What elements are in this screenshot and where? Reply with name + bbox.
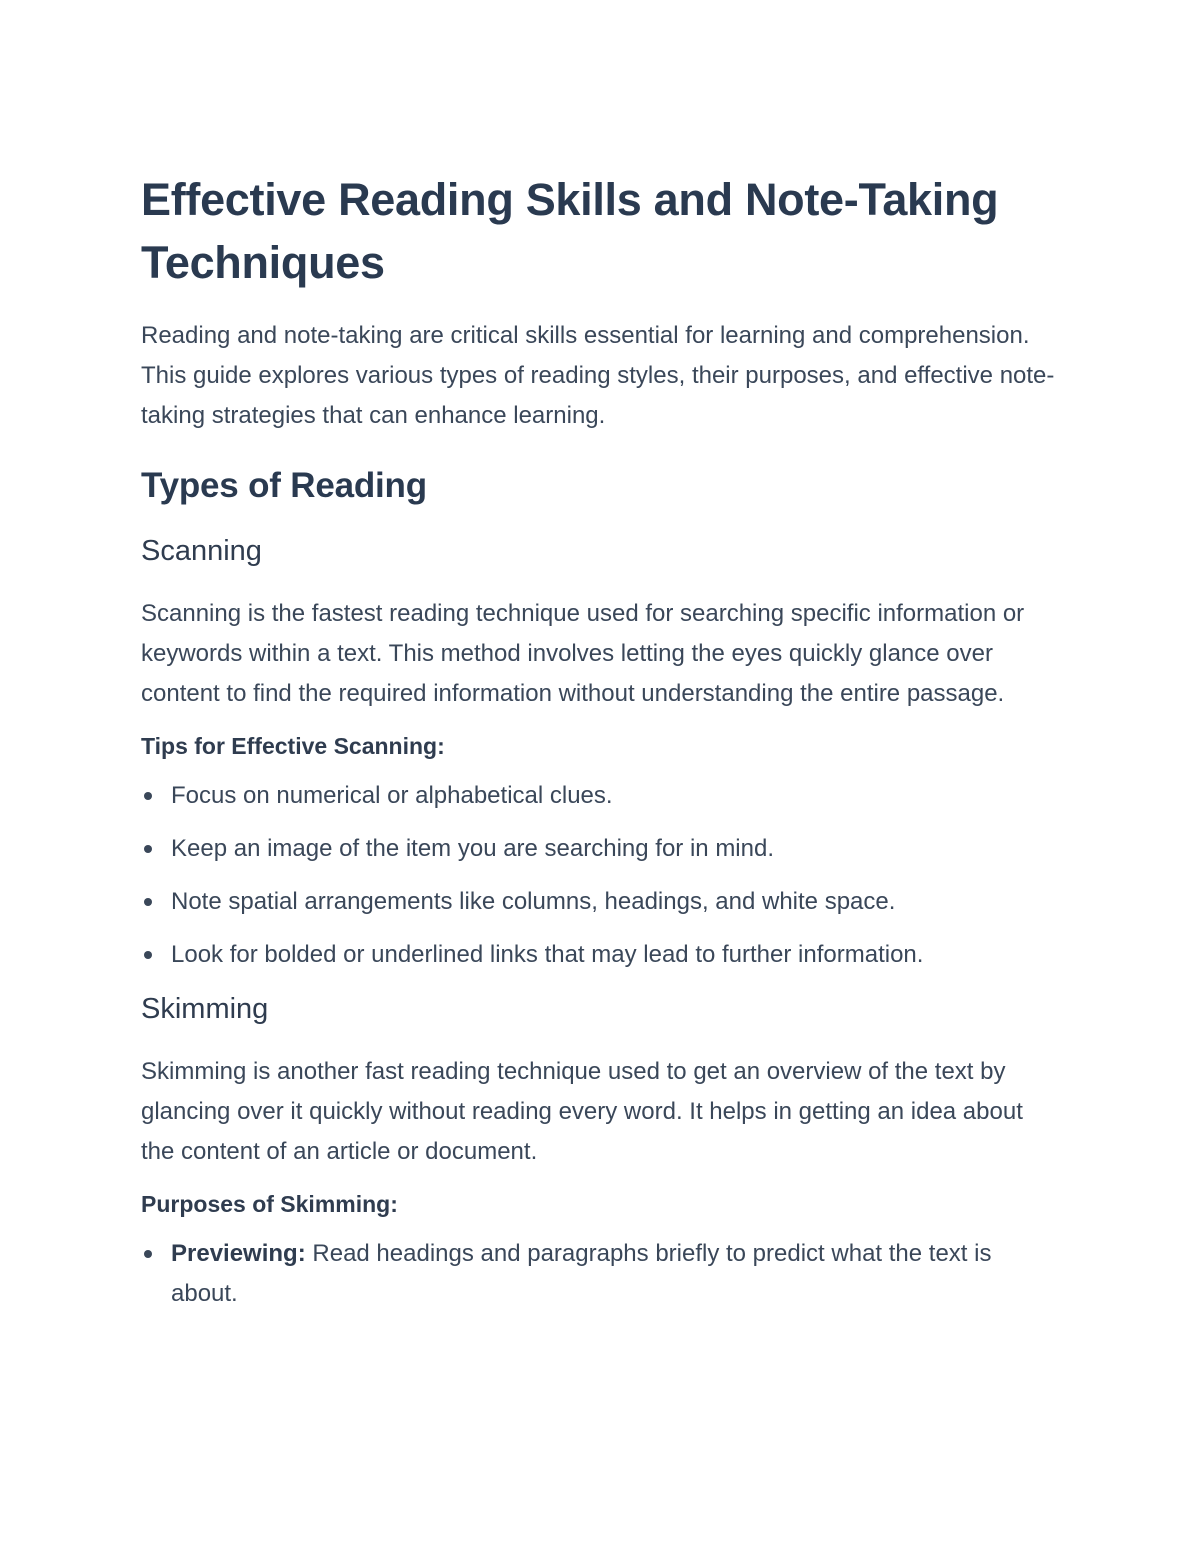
list-item-text: Note spatial arrangements like columns, headings, and white space. bbox=[171, 888, 896, 915]
bullet-icon bbox=[144, 951, 152, 959]
document-page bbox=[141, 168, 1061, 1327]
list-item-label: Previewing: bbox=[171, 1240, 306, 1267]
scanning-paragraph: Scanning is the fastest reading technique used for searching specific information or keywords within a text. This method involves letting the eyes quickly glance over content to find the required information without understanding the entire passage. bbox=[141, 600, 1025, 707]
document-title: Effective Reading Skills and Note-Taking Techniques bbox=[141, 174, 999, 288]
bullet-icon bbox=[144, 898, 152, 906]
list-item-text: Read headings and paragraphs briefly to predict what the text is about. bbox=[171, 1240, 992, 1307]
skimming-purposes-heading: Purposes of Skimming: bbox=[141, 1191, 398, 1217]
list-item bbox=[141, 1234, 1061, 1314]
scanning-tips-heading: Tips for Effective Scanning: bbox=[141, 733, 445, 759]
intro-paragraph: Reading and note-taking are critical skills essential for learning and comprehension. This guide explores various types of reading styles, their purposes, and effective note-taking strategies that can enhance learning. bbox=[141, 322, 1055, 429]
list-item-text: Keep an image of the item you are searching for in mind. bbox=[171, 835, 774, 862]
subsection-heading-skimming: Skimming bbox=[141, 993, 269, 1025]
bullet-icon bbox=[144, 845, 152, 853]
skimming-purposes-list bbox=[141, 1234, 1061, 1314]
list-item-text: Focus on numerical or alphabetical clues. bbox=[171, 782, 613, 809]
bullet-icon bbox=[144, 792, 152, 800]
subsection-heading-scanning: Scanning bbox=[141, 535, 262, 567]
scanning-tips-list bbox=[141, 776, 1061, 975]
bullet-icon bbox=[144, 1250, 152, 1258]
list-item bbox=[141, 776, 1061, 816]
skimming-paragraph: Skimming is another fast reading technique used to get an overview of the text by glancing over it quickly without reading every word. It helps in getting an idea about the content of an article or document. bbox=[141, 1058, 1023, 1165]
section-heading-types-of-reading: Types of Reading bbox=[141, 466, 427, 505]
list-item bbox=[141, 935, 1061, 975]
list-item bbox=[141, 829, 1061, 869]
list-item-text: Look for bolded or underlined links that may lead to further information. bbox=[171, 941, 924, 968]
list-item bbox=[141, 882, 1061, 922]
